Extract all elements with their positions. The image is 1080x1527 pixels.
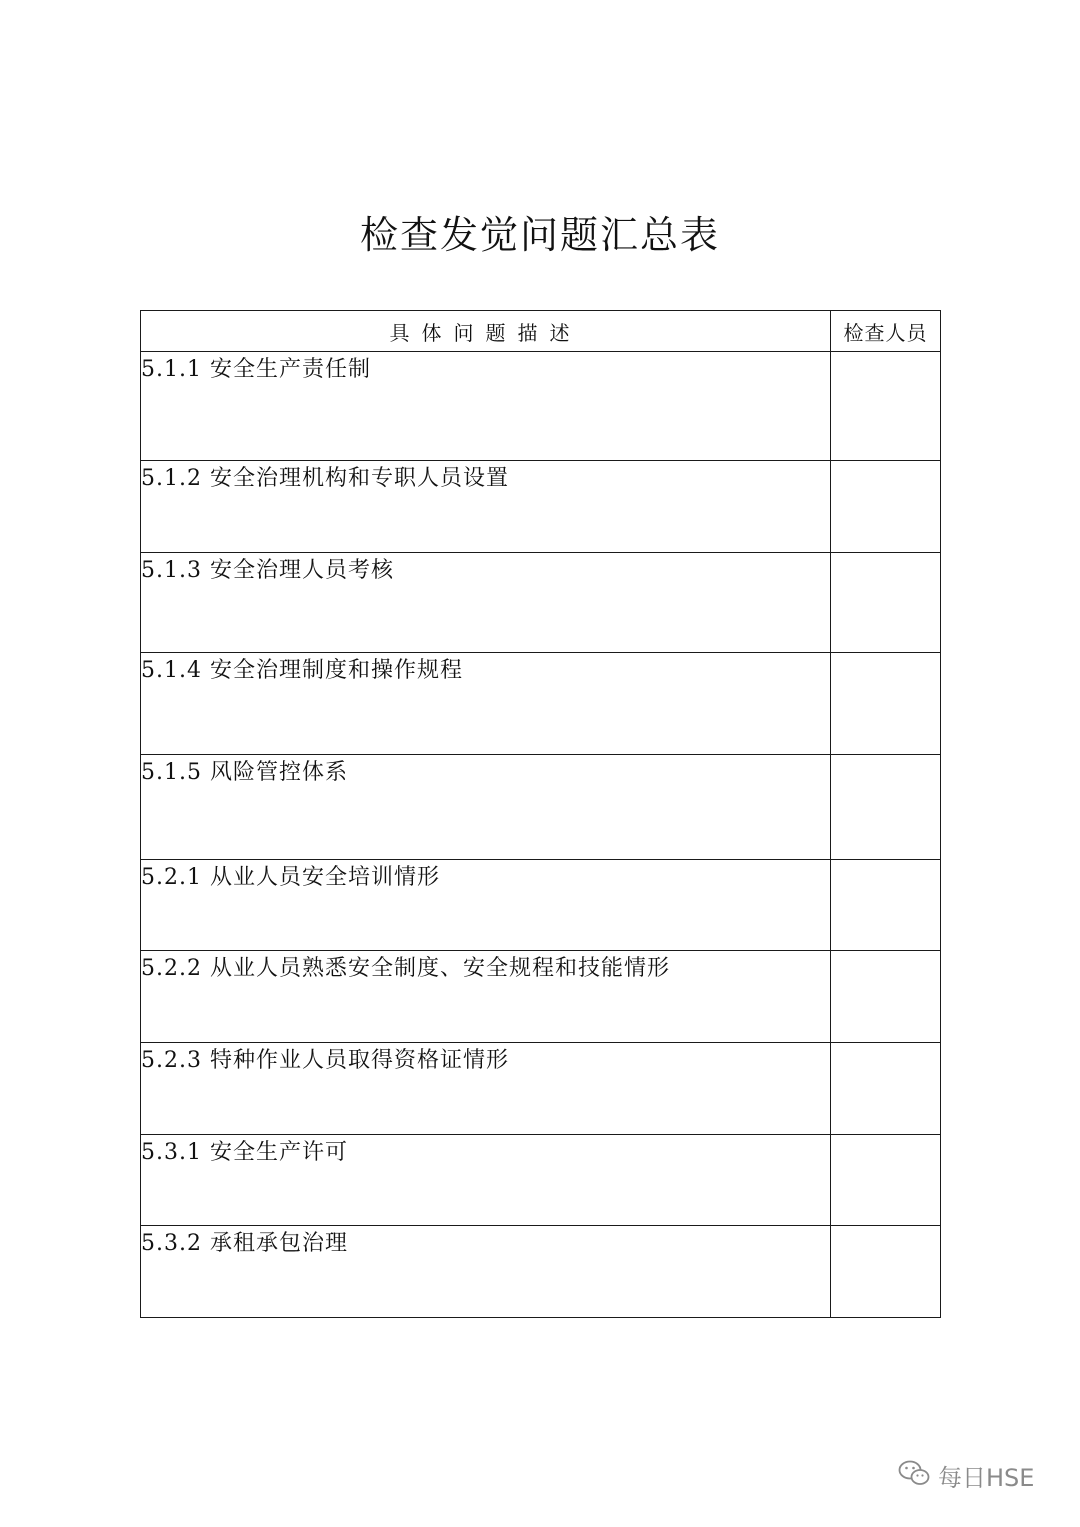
table-row (141, 1135, 941, 1226)
table-row (141, 1043, 941, 1135)
row-inspector-cell (831, 553, 941, 653)
row-inspector-cell (831, 1135, 941, 1226)
row-description: 5.2.2 从业人员熟悉安全制度、安全规程和技能情形 (141, 951, 831, 1043)
header-description: 具体问题描述 (141, 311, 831, 352)
watermark-text: 每日HSE (938, 1464, 1035, 1492)
row-description: 5.1.1 安全生产责任制 (141, 352, 831, 461)
row-inspector-cell (831, 461, 941, 553)
row-inspector-cell (831, 653, 941, 755)
row-description: 5.3.1 安全生产许可 (141, 1135, 831, 1226)
table-row (141, 553, 941, 653)
row-inspector-cell (831, 1226, 941, 1318)
row-description: 5.3.2 承租承包治理 (141, 1226, 831, 1318)
table-header-row (141, 311, 941, 352)
table-row (141, 1226, 941, 1318)
document-title: 检查发觉问题汇总表 (359, 213, 720, 257)
row-inspector-cell (831, 1043, 941, 1135)
header-inspector: 检查人员 (831, 311, 941, 352)
table-row (141, 951, 941, 1043)
row-inspector-cell (831, 951, 941, 1043)
row-inspector-cell (831, 860, 941, 951)
row-description: 5.1.2 安全治理机构和专职人员设置 (141, 461, 831, 553)
table-row (141, 653, 941, 755)
row-inspector-cell (831, 352, 941, 461)
table-row (141, 860, 941, 951)
watermark (898, 1458, 1034, 1493)
row-description: 5.2.1 从业人员安全培训情形 (141, 860, 831, 951)
row-description: 5.1.3 安全治理人员考核 (141, 553, 831, 653)
table-row (141, 352, 941, 461)
row-inspector-cell (831, 755, 941, 860)
wechat-icon (898, 1459, 938, 1493)
table-row (141, 755, 941, 860)
issues-summary-table (140, 310, 941, 1318)
row-description: 5.1.4 安全治理制度和操作规程 (141, 653, 831, 755)
row-description: 5.2.3 特种作业人员取得资格证情形 (141, 1043, 831, 1135)
row-description: 5.1.5 风险管控体系 (141, 755, 831, 860)
table-row (141, 461, 941, 553)
